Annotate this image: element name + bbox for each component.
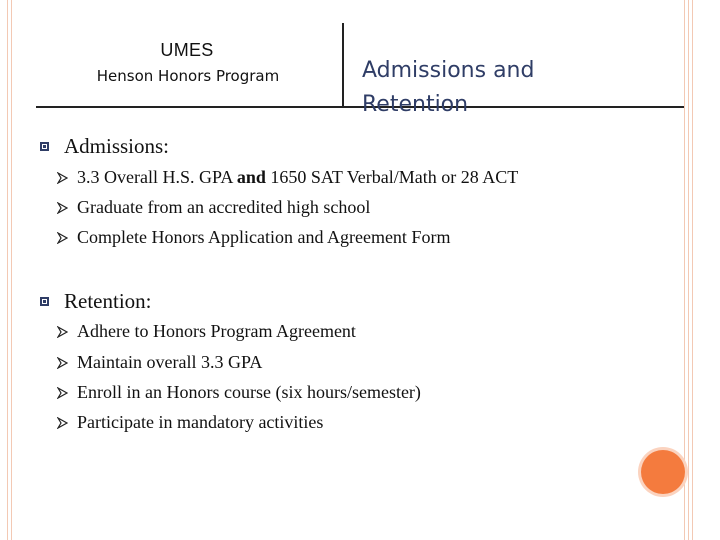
list-item-text: Adhere to Honors Program Agreement bbox=[77, 321, 356, 341]
arrow-bullet-icon bbox=[57, 417, 68, 429]
header-org: UMES bbox=[160, 40, 214, 60]
list-item-text: Maintain overall 3.3 GPA bbox=[77, 352, 263, 372]
slide-frame-left bbox=[7, 0, 8, 540]
arrow-bullet-icon bbox=[57, 202, 68, 214]
item-text: 3.3 Overall H.S. GPA and 1650 SAT Verbal/Math or 28 ACT bbox=[77, 167, 519, 187]
slide-frame-right-outer bbox=[692, 0, 693, 540]
list-item-text: Complete Honors Application and Agreement Form bbox=[77, 227, 451, 247]
arrow-bullet-icon bbox=[57, 232, 68, 244]
decorative-dot bbox=[641, 450, 685, 494]
arrow-bullet-icon bbox=[57, 387, 68, 399]
list-item-text: Participate in mandatory activities bbox=[77, 412, 324, 432]
section-heading: Admissions: bbox=[64, 134, 170, 158]
slide-title: Admissions and Retention bbox=[362, 58, 535, 117]
square-bullet-icon bbox=[40, 142, 49, 151]
section-heading: Retention: bbox=[64, 289, 152, 313]
arrow-bullet-icon bbox=[57, 172, 68, 184]
header-program: Henson Honors Program bbox=[96, 67, 280, 85]
slide-frame-left-inner bbox=[11, 0, 12, 540]
header-rule bbox=[36, 106, 684, 108]
list-item-text: Enroll in an Honors course (six hours/semester) bbox=[77, 382, 421, 402]
list-item-text bbox=[77, 167, 518, 188]
list-item-text: Graduate from an accredited high school bbox=[77, 197, 371, 217]
slide-frame-right-mid bbox=[688, 0, 689, 540]
arrow-bullet-icon bbox=[57, 326, 68, 338]
square-bullet-icon bbox=[40, 297, 49, 306]
header-divider bbox=[342, 23, 344, 106]
slide-frame-right bbox=[684, 0, 685, 540]
arrow-bullet-icon bbox=[57, 357, 68, 369]
